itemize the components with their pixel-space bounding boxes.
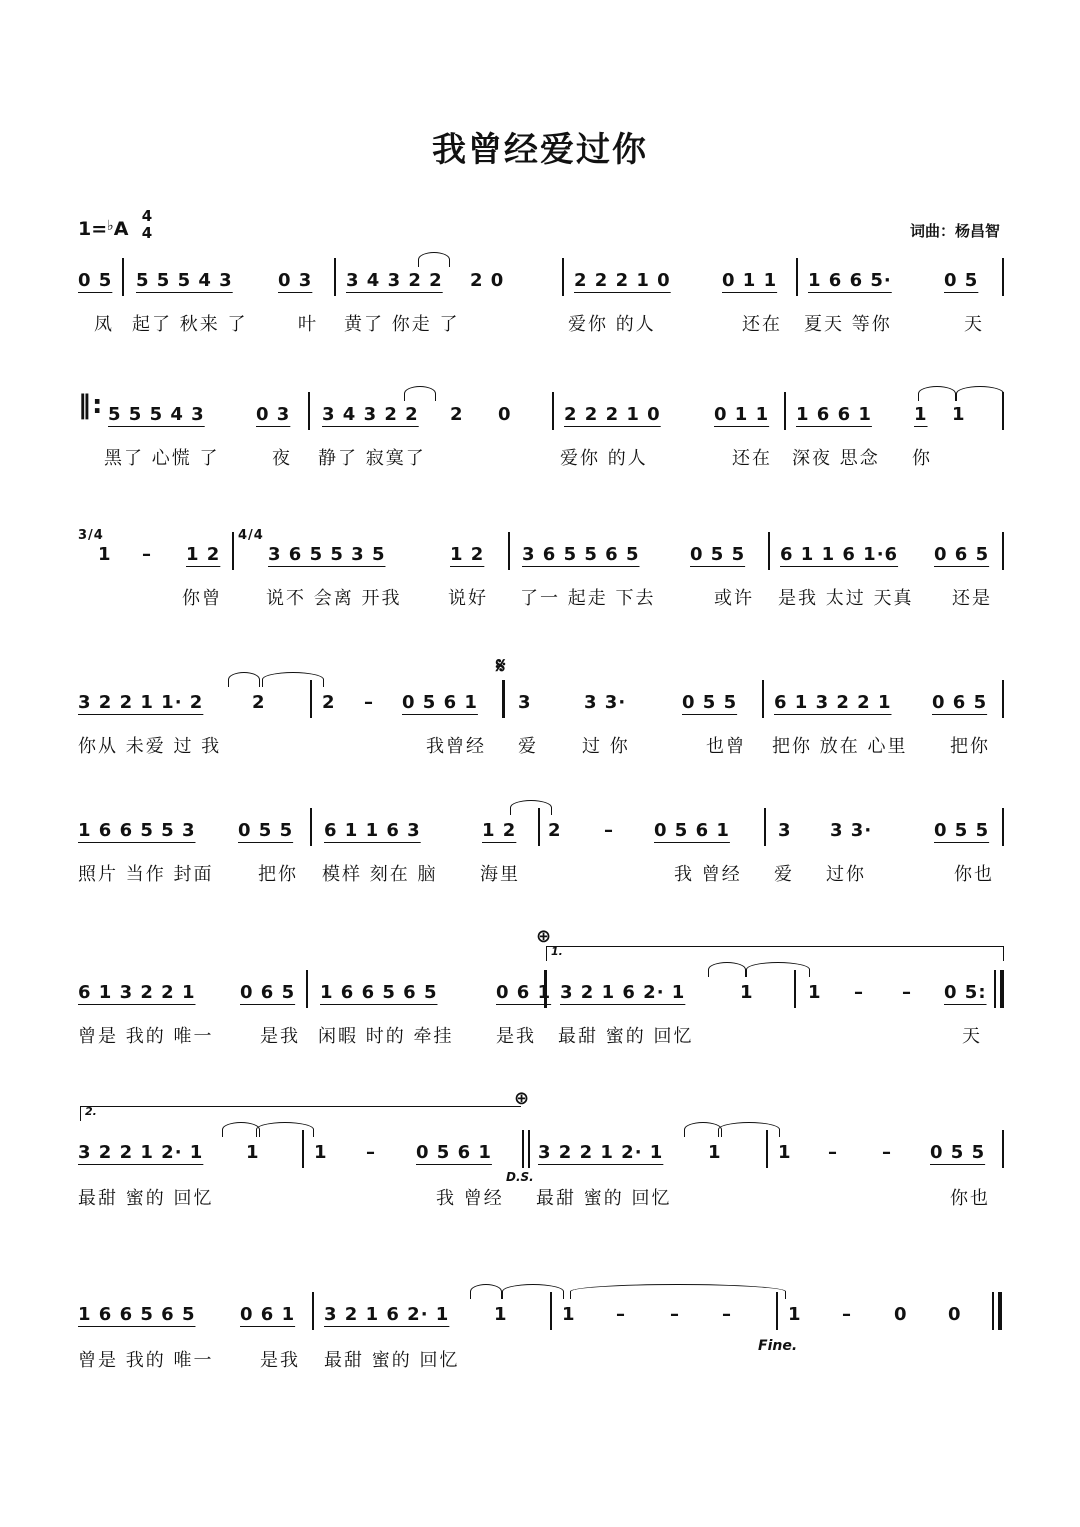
note-group: – [828, 1142, 838, 1163]
notation-row [78, 262, 1004, 302]
bar-line [122, 258, 124, 296]
lyric: 说不 会离 开我 [266, 588, 402, 609]
bar-line [502, 680, 505, 718]
lyrics-row [78, 860, 1004, 890]
note-group: 0 5 5 [934, 820, 990, 841]
note-group: 6 1 3 2 2 1 [78, 982, 196, 1003]
tie [502, 1284, 564, 1299]
lyric: 过 你 [582, 736, 630, 757]
lyric: 还在 [742, 314, 782, 335]
note-group: 1 [740, 982, 754, 1003]
note-group: 1 6 6 5· [808, 270, 892, 291]
note-group: 1 [952, 404, 966, 425]
note-group: 0 6 1 [496, 982, 552, 1003]
lyric: 把你 [950, 736, 990, 757]
lyric: 凤 [94, 314, 114, 335]
bar-line [794, 970, 796, 1008]
note-group: 3 4 3 2 2 [322, 404, 419, 425]
lyric: 是我 [496, 1026, 536, 1047]
note-group: 1 6 6 5 5 3 [78, 820, 196, 841]
segno-icon: 𝄋 [496, 654, 506, 679]
lyric: 天 [962, 1026, 982, 1047]
lyric: 我曾经 [426, 736, 486, 757]
lyric: 海里 [480, 864, 520, 885]
note-group: 1 2 [186, 544, 221, 565]
note-group: 0 5 5 [238, 820, 294, 841]
key-prefix: 1= [78, 218, 108, 240]
note-group: 2 2 2 1 0 [574, 270, 671, 291]
lyrics-row [78, 584, 1004, 614]
lyric: 夜 [272, 448, 292, 469]
lyric: 爱你 的人 [568, 314, 656, 335]
lyric: 或许 [714, 588, 754, 609]
lyrics-row [78, 732, 1004, 762]
bar-line [562, 258, 564, 296]
credit: 词曲：杨昌智 [909, 222, 1000, 240]
note-group: – [842, 1304, 852, 1325]
tie [256, 1122, 314, 1137]
notation-row [78, 684, 1004, 724]
note-group: 3 2 1 6 2· 1 [560, 982, 686, 1003]
note-group: 3 6 5 5 6 5 [522, 544, 640, 565]
time-signature-top: 4 [141, 207, 153, 225]
note-group: – [902, 982, 912, 1003]
note-group: 1 [914, 404, 928, 425]
bar-line [308, 392, 310, 430]
lyric: 你从 未爱 过 我 [78, 736, 222, 757]
time-signature [140, 208, 154, 242]
note-group: 0 [948, 1304, 962, 1325]
lyric: 是我 太过 天真 [778, 588, 914, 609]
final-bar [998, 1292, 1002, 1330]
note-group: 2 [322, 692, 336, 713]
notation-row [78, 528, 1004, 576]
flat-icon: ♭ [107, 218, 114, 234]
bar-line [310, 808, 312, 846]
note-group: 0 1 1 [722, 270, 778, 291]
note-group: 0 5 5 [930, 1142, 986, 1163]
lyric: 爱 [774, 864, 794, 885]
bar-line [508, 532, 510, 570]
note-group: 6 1 1 6 1·6 [780, 544, 899, 565]
lyric: 了一 起走 下去 [520, 588, 656, 609]
tie [510, 800, 552, 815]
coda-icon: ⊕ [514, 1088, 530, 1109]
note-group: – [142, 544, 152, 565]
bar-line [1002, 808, 1004, 846]
notation-row [78, 390, 1004, 436]
note-group: 5 5 5 4 3 [136, 270, 233, 291]
volta-label: 2. [85, 1105, 97, 1118]
bar-line [334, 258, 336, 296]
lyric: 你也 [950, 1188, 990, 1209]
notation-row [78, 812, 1004, 852]
note-group: 0 5 6 1 [402, 692, 478, 713]
bar-line [796, 258, 798, 296]
note-group: 3 3· [830, 820, 873, 841]
notation-row [78, 974, 1004, 1014]
note-group: 3 2 2 1 2· 1 [78, 1142, 204, 1163]
note-group: 0 5 6 1 [416, 1142, 492, 1163]
note-group: 6 1 1 6 3 [324, 820, 421, 841]
note-group: 1 [98, 544, 112, 565]
note-group: 1 6 6 5 6 5 [78, 1304, 196, 1325]
lyric: 过你 [826, 864, 866, 885]
lyrics-row [78, 1022, 1004, 1052]
note-group: 3 2 1 6 2· 1 [324, 1304, 450, 1325]
note-group: – [364, 692, 374, 713]
lyric: 夏天 等你 [804, 314, 892, 335]
lyric: 你也 [954, 864, 994, 885]
lyric: 爱你 的人 [560, 448, 648, 469]
note-group: 6 1 3 2 2 1 [774, 692, 892, 713]
note-group: 0 5: [944, 982, 987, 1003]
lyric: 最甜 蜜的 回忆 [536, 1188, 672, 1209]
note-group: 1 2 [450, 544, 485, 565]
lyric: 我 曾经 [674, 864, 742, 885]
tie [228, 672, 260, 687]
bar-line [762, 680, 764, 718]
fine-marking: Fine. [758, 1338, 798, 1354]
bar-line [764, 808, 766, 846]
note-group: 1 [708, 1142, 722, 1163]
bar-line [1002, 532, 1004, 570]
lyrics-row [78, 1184, 1004, 1214]
note-group: – [854, 982, 864, 1003]
bar-line [528, 1130, 530, 1168]
note-group: 3 2 2 1 1· 2 [78, 692, 204, 713]
bar-line [552, 392, 554, 430]
note-group: 0 5 5 [690, 544, 746, 565]
note-group: 0 6 5 [934, 544, 990, 565]
note-group: 2 [252, 692, 266, 713]
note-group: 0 [894, 1304, 908, 1325]
lyric: 闲暇 时的 牵挂 [318, 1026, 454, 1047]
lyric: 模样 刻在 脑 [322, 864, 438, 885]
note-group: 3 4 3 2 2 [346, 270, 443, 291]
note-group: 1 2 [482, 820, 517, 841]
note-group: 3 [778, 820, 792, 841]
lyric: 深夜 思念 [792, 448, 880, 469]
bar-line [1002, 392, 1004, 430]
repeat-start-icon: ‖: [78, 390, 104, 420]
coda-icon: ⊕ [536, 926, 552, 947]
lyric: 黑了 心慌 了 [104, 448, 220, 469]
key-signature [78, 218, 128, 240]
note-group: 2 0 [470, 270, 505, 291]
lyric: 也曾 [706, 736, 746, 757]
bar-line [992, 1292, 994, 1330]
lyric: 叶 [298, 314, 318, 335]
note-group: 1 [808, 982, 822, 1003]
note-group: 1 [314, 1142, 328, 1163]
lyric: 我 曾经 [436, 1188, 504, 1209]
note-group: 0 3 [278, 270, 313, 291]
lyric: 黄了 你走 了 [344, 314, 460, 335]
lyric: 还在 [732, 448, 772, 469]
time-signature-bottom: 4 [141, 224, 153, 242]
tie [708, 962, 746, 977]
note-group: 0 5 6 1 [654, 820, 730, 841]
note-group: 0 6 5 [932, 692, 988, 713]
bar-line [538, 808, 540, 846]
note-group: 0 1 1 [714, 404, 770, 425]
bar-line [766, 1130, 768, 1168]
lyric: 最甜 蜜的 回忆 [324, 1350, 460, 1371]
note-group: – [616, 1304, 626, 1325]
tie [956, 386, 1004, 401]
note-group: 1 [246, 1142, 260, 1163]
bar-line [310, 680, 312, 718]
lyric: 是我 [260, 1350, 300, 1371]
note-group: 1 6 6 1 [796, 404, 872, 425]
bar-line [544, 970, 547, 1008]
lyric: 最甜 蜜的 回忆 [558, 1026, 694, 1047]
tie [718, 1122, 780, 1137]
bar-line [302, 1130, 304, 1168]
note-group: – [366, 1142, 376, 1163]
tie [222, 1122, 260, 1137]
lyric: 说好 [448, 588, 488, 609]
lyric: 起了 秋来 了 [132, 314, 248, 335]
note-group: 1 [494, 1304, 508, 1325]
note-group: 3 2 2 1 2· 1 [538, 1142, 664, 1163]
lyric: 天 [964, 314, 984, 335]
note-group: – [722, 1304, 732, 1325]
time-change-b: 4/4 [238, 528, 264, 543]
tie [746, 962, 810, 977]
tie [570, 1284, 786, 1299]
lyric: 最甜 蜜的 回忆 [78, 1188, 214, 1209]
bar-line [1002, 258, 1004, 296]
bar-line [306, 970, 308, 1008]
note-group: – [670, 1304, 680, 1325]
note-group: – [604, 820, 614, 841]
note-group: 3 [518, 692, 532, 713]
lyrics-row [78, 444, 1004, 474]
lyric: 你曾 [182, 588, 222, 609]
note-group: 0 3 [256, 404, 291, 425]
tie [684, 1122, 722, 1137]
tie [418, 252, 450, 267]
note-group: 0 5 [944, 270, 979, 291]
bar-line [1002, 1130, 1004, 1168]
note-group: 1 [778, 1142, 792, 1163]
note-group: 5 5 5 4 3 [108, 404, 205, 425]
lyric: 你 [912, 448, 932, 469]
time-change-a: 3/4 [78, 528, 104, 543]
ds-marking: D.S. [506, 1170, 534, 1184]
tie [404, 386, 436, 401]
lyric: 照片 当作 封面 [78, 864, 214, 885]
lyric: 曾是 我的 唯一 [78, 1350, 214, 1371]
tie [262, 672, 324, 687]
note-group: 0 6 1 [240, 1304, 296, 1325]
bar-line [1002, 680, 1004, 718]
note-group: 3 6 5 5 3 5 [268, 544, 386, 565]
bar-line [522, 1130, 524, 1168]
key-note: A [113, 218, 129, 240]
bar-line [550, 1292, 552, 1330]
note-group: 0 5 5 [682, 692, 738, 713]
volta-label: 1. [551, 945, 563, 958]
page-title: 我曾经爱过你 [432, 130, 648, 170]
lyric: 静了 寂寞了 [318, 448, 426, 469]
note-group: 2 [450, 404, 464, 425]
lyrics-row [78, 310, 1004, 340]
lyric: 把你 [258, 864, 298, 885]
bar-line [784, 392, 786, 430]
notation-row [78, 1134, 1004, 1174]
repeat-end-bar [1000, 970, 1004, 1008]
note-group: 3 3· [584, 692, 627, 713]
note-group: 2 2 2 1 0 [564, 404, 661, 425]
bar-line [232, 532, 234, 570]
note-group: 1 [562, 1304, 576, 1325]
volta-bracket [80, 1106, 521, 1121]
bar-line [768, 532, 770, 570]
tie [918, 386, 956, 401]
note-group: 0 5 [78, 270, 113, 291]
note-group: – [882, 1142, 892, 1163]
lyric: 把你 放在 心里 [772, 736, 908, 757]
bar-line [312, 1292, 314, 1330]
note-group: 1 6 6 5 6 5 [320, 982, 438, 1003]
tie [470, 1284, 502, 1299]
lyric: 还是 [952, 588, 992, 609]
volta-bracket [546, 946, 1004, 961]
lyric: 是我 [260, 1026, 300, 1047]
note-group: 0 6 5 [240, 982, 296, 1003]
note-group: 1 [788, 1304, 802, 1325]
lyric: 爱 [518, 736, 538, 757]
bar-line [776, 1292, 778, 1330]
notation-row [78, 1296, 1004, 1336]
lyrics-row [78, 1346, 1004, 1376]
note-group: 2 [548, 820, 562, 841]
note-group: 0 [498, 404, 512, 425]
lyric: 曾是 我的 唯一 [78, 1026, 214, 1047]
bar-line [994, 970, 996, 1008]
